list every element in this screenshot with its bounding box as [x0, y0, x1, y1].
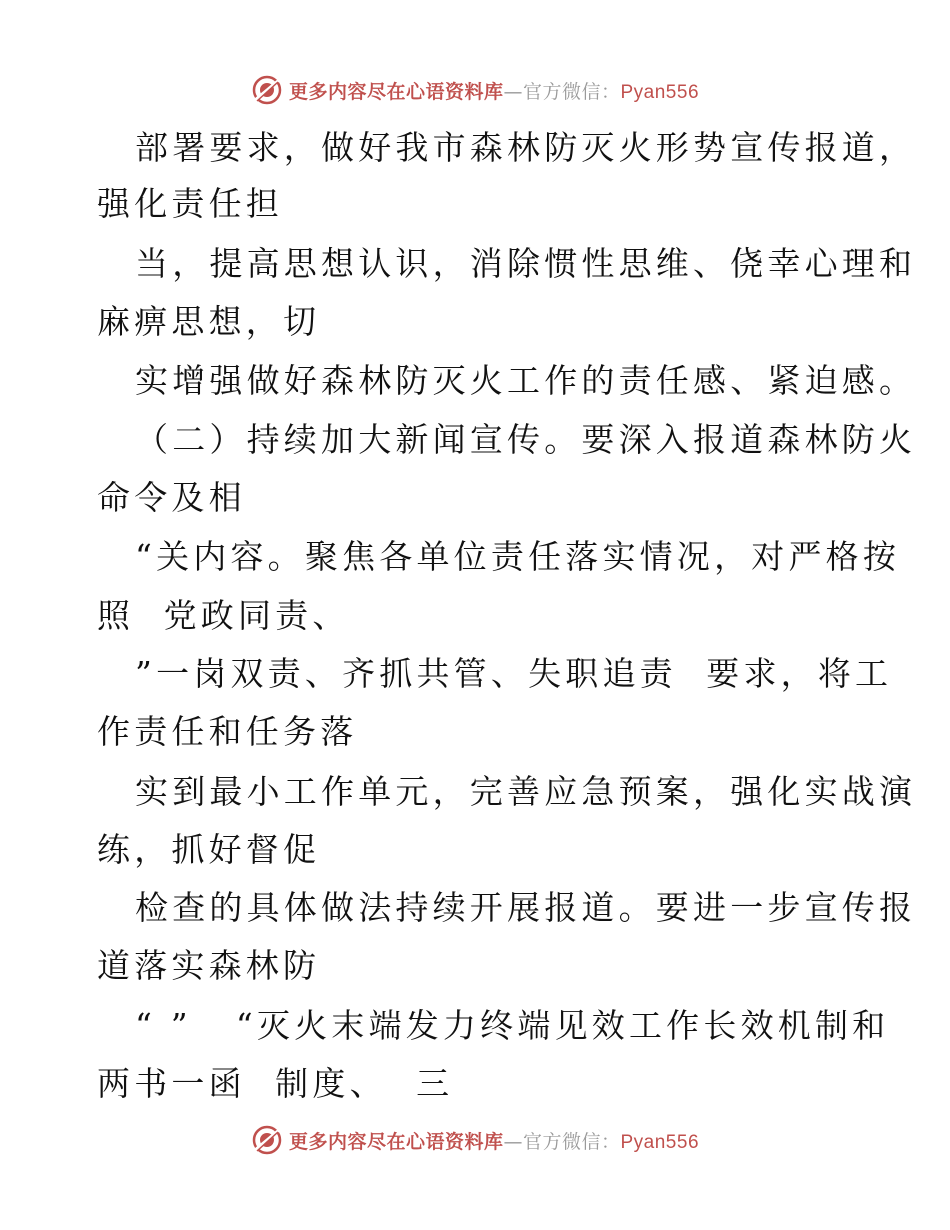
text-line: 两书一函 制度、 三	[97, 1064, 454, 1103]
text-line: 照 党政同责、	[97, 596, 350, 635]
watermark-brand: 更多内容尽在心语资料库	[288, 1130, 504, 1153]
text-line: 命令及相	[97, 478, 246, 517]
text-line: 部署要求，做好我市森林防灭火形势宣传报道，	[135, 128, 917, 167]
text-line: 作责任和任务落	[97, 712, 358, 751]
text-line: “关内容。聚焦各单位责任落实情况，对严格按	[135, 537, 901, 576]
logo-icon	[251, 74, 283, 106]
watermark-dash: —	[503, 1130, 523, 1153]
text-line: 当，提高思想认识，消除惯性思维、侥幸心理和	[135, 244, 917, 283]
text-line: ”一岗双责、齐抓共管、失职追责 要求，将工	[135, 654, 893, 693]
watermark-official: 官方微信：	[522, 1130, 621, 1153]
text-line: 麻痹思想，切	[97, 302, 321, 341]
text-line: （二）持续加大新闻宣传。要深入报道森林防火	[135, 420, 917, 459]
watermark-wechat-id: Pyan556	[620, 81, 700, 103]
watermark-dash: —	[503, 80, 523, 103]
text-line: 练，抓好督促	[97, 830, 321, 869]
watermark-brand: 更多内容尽在心语资料库	[288, 80, 504, 103]
watermark-official: 官方微信：	[522, 80, 621, 103]
logo-icon	[251, 1124, 283, 1156]
text-line: 实到最小工作单元，完善应急预案，强化实战演	[135, 772, 917, 811]
footer-watermark	[0, 1120, 950, 1160]
text-line: 强化责任担	[97, 184, 283, 223]
text-line: 道落实森林防	[97, 946, 321, 985]
text-line: 检查的具体做法持续开展报道。要进一步宣传报	[135, 888, 917, 927]
header-watermark	[0, 70, 950, 110]
text-line: “ ” “灭火末端发力终端见效工作长效机制和	[135, 1006, 890, 1045]
watermark-wechat-id: Pyan556	[620, 1131, 700, 1153]
text-line: 实增强做好森林防灭火工作的责任感、紧迫感。	[135, 361, 917, 400]
